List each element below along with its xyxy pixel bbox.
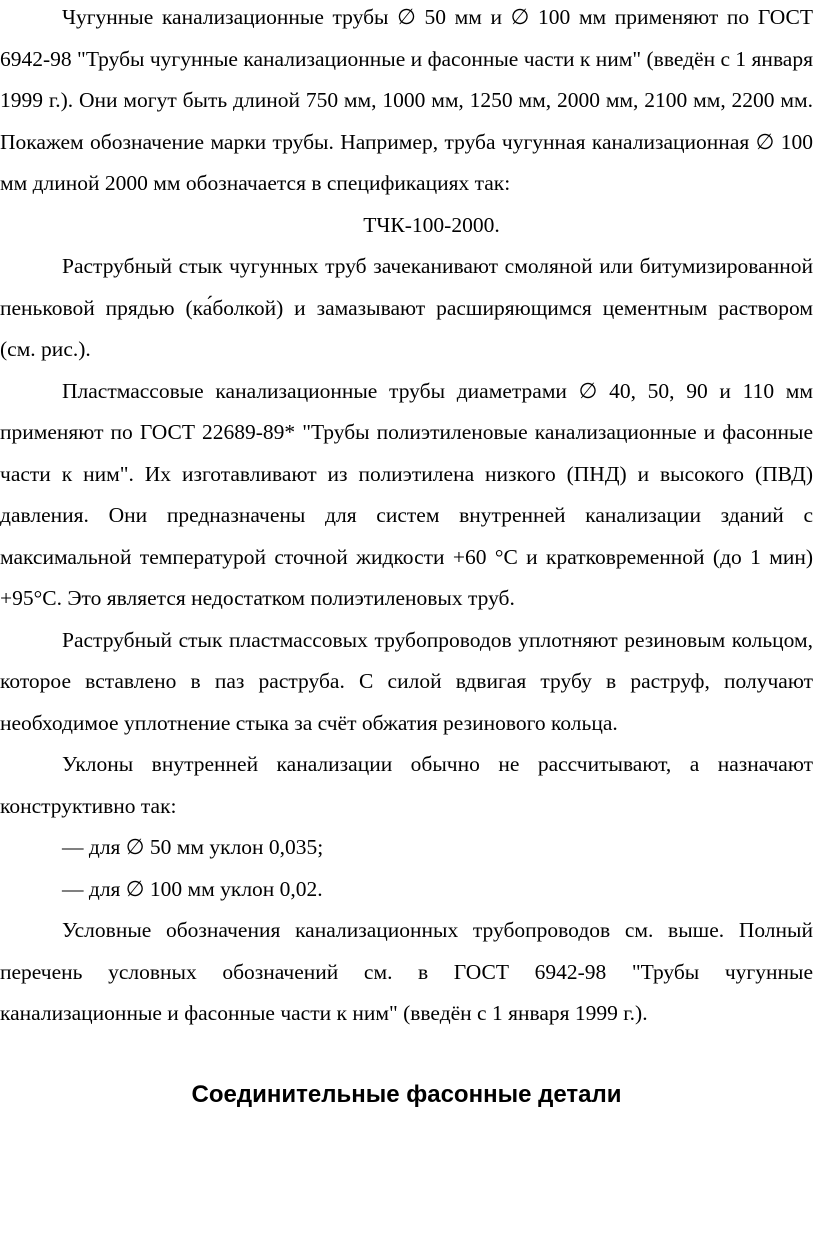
pipe-designation-example: ТЧК-100-2000. [363,212,500,237]
slope-item-100mm: — для ∅ 100 мм уклон 0,02. [62,876,323,901]
paragraph-cast-iron-pipes: Чугунные канализационные трубы ∅ 50 мм и ∅ 100 мм применяют по ГОСТ 6942-98 "Трубы чугунные канализационные и фасонные части к ним" (введён с 1 января 1999 г.). Они могут быть длиной 750 мм, 1000 мм, 1250 мм, 2000 мм, 2100 мм, 2200 мм. Покажем обозначение марки трубы. Например, труба чугунная канализационная ∅ 100 мм длиной 2000 мм обозначается в спецификациях так: [0,5,813,195]
section-heading: Соединительные фасонные детали [191,1080,622,1108]
paragraph-slopes: Уклоны внутренней канализации обычно не рассчитывают, а назначают конструктивно так: [0,752,813,818]
paragraph-symbols-reference: Условные обозначения канализационных трубопроводов см. выше. Полный перечень условных обозначений см. в ГОСТ 6942-98 "Трубы чугунные канализационные и фасонные части к ним" (введён с 1 января 1999 г.). [0,918,813,1025]
paragraph-socket-joint-cast-iron: Раструбный стык чугунных труб зачеканивают смоляной или битумизированной пеньковой прядью (ка́болкой) и замазывают расширяющимся цементным раствором (см. рис.). [0,254,813,361]
paragraph-socket-joint-plastic: Раструбный стык пластмассовых трубопроводов уплотняют резиновым кольцом, которое вставлено в паз раструба. С силой вдвигая трубу в раструф, получают необходимое уплотнение стыка за счёт обжатия резинового кольца. [0,627,813,735]
paragraph-plastic-pipes: Пластмассовые канализационные трубы диаметрами ∅ 40, 50, 90 и 110 мм применяют по ГОСТ 22689-89* "Трубы полиэтиленовые канализационные и фасонные части к ним". Их изготавливают из полиэтилена низкого (ПНД) и высокого (ПВД) давления. Они предназначены для систем внутренней канализации зданий с максимальной температурой сточной жидкости +60 °С и кратковременной (до 1 мин) +95°С. Это является недостатком полиэтиленовых труб. [0,378,813,610]
slope-item-50mm: — для ∅ 50 мм уклон 0,035; [62,835,324,859]
